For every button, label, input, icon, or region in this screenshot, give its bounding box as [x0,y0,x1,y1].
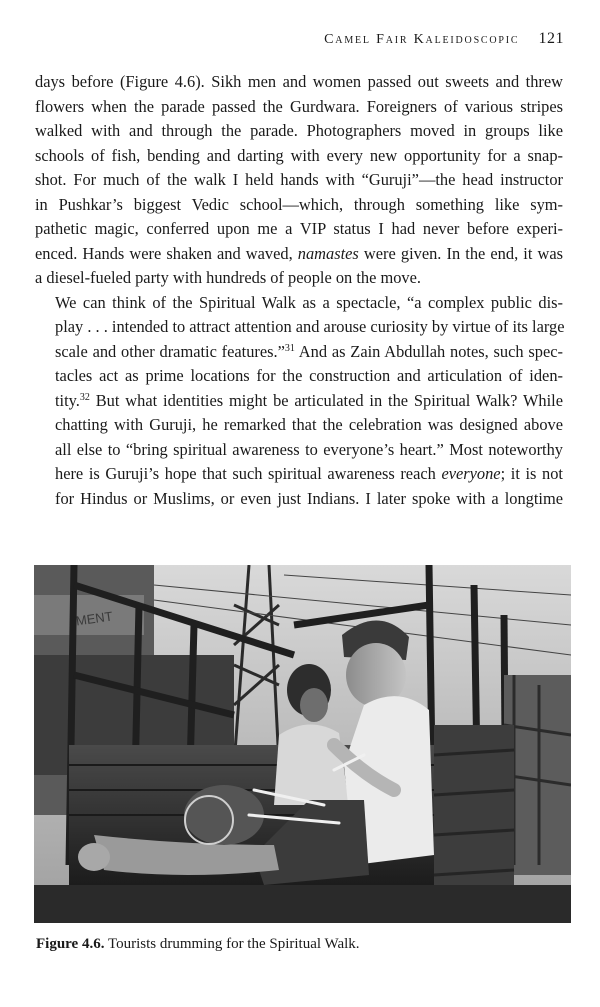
text-run: But what identities might be articulated in the Spiritual Walk? While [89,390,563,410]
page-number: 121 [538,30,564,47]
text-run: were given. In the end, it was [358,243,563,263]
text-line: pathetic magic, conferred upon me a VIP status I had never before experi- [35,219,563,238]
figure-caption [36,936,360,953]
man-foot [78,843,110,871]
italic-term: namastes [297,243,359,263]
person-face [300,688,328,722]
text-line [35,242,563,267]
text-line: shot. For much of the walk I held hands with “Guruji”—the head instructor [35,170,563,189]
text-line: chatting with Guruji, he remarked that the celebration was designed above [55,415,563,434]
text-run: tity. [55,390,80,410]
italic-term: everyone [441,464,501,483]
text-run: ; it is not [500,464,563,483]
shop-sign-text: MENT [74,608,114,629]
caption-text: Tourists drumming for the Spiritual Walk. [107,936,360,952]
text-run: And as Zain Abdullah notes, such spec- [294,341,563,361]
running-head [324,30,564,48]
paragraph-1 [35,70,563,291]
caption-label: Figure 4.6. [36,936,105,952]
text-line [35,389,563,414]
text-run: enced. Hands were shaken and waved, [35,243,298,263]
text-run: scale and other dramatic features.” [55,341,285,361]
text-line: play . . . intended to attract attention and arouse curiosity by virtue of its large [55,317,565,336]
text-line: in Pushkar’s biggest Vedic school—which, through something like sym- [35,194,563,214]
text-line: tacles act as prime locations for the construction and articulation of iden- [55,366,563,385]
footnote-ref[interactable]: 32 [79,391,90,403]
text-line: days before (Figure 4.6). Sikh men and women passed out sweets and threw [35,72,563,91]
text-line: all else to “bring spiritual awareness to everyone’s heart.” Most noteworthy [55,439,563,459]
text-line: flowers when the parade passed the Gurdwara. Foreigners of various stripes [35,96,563,116]
paragraph-2 [35,291,563,512]
text-line [35,340,563,365]
footnote-ref[interactable]: 31 [284,342,295,354]
body-text [35,70,563,511]
running-title: Camel Fair Kaleidoscopic [324,32,520,47]
text-line: schools of fish, bending and darting with every new opportunity for a snap- [35,145,563,165]
text-line: for Hindus or Muslims, or even just Indians. I later spoke with a longtime [55,488,563,508]
text-line: a diesel-fueled party with hundreds of people on the move. [35,268,421,287]
road [34,885,571,923]
text-line: walked with and through the parade. Photographers moved in groups like [35,121,563,140]
text-line: We can think of the Spiritual Walk as a spectacle, “a complex public dis- [55,292,563,312]
photo-illustration [34,565,571,923]
text-line [35,462,563,487]
text-run: here is Guruji’s hope that such spiritual awareness reach [55,464,442,483]
person-shirt [274,724,349,805]
figure-photo [34,565,571,923]
